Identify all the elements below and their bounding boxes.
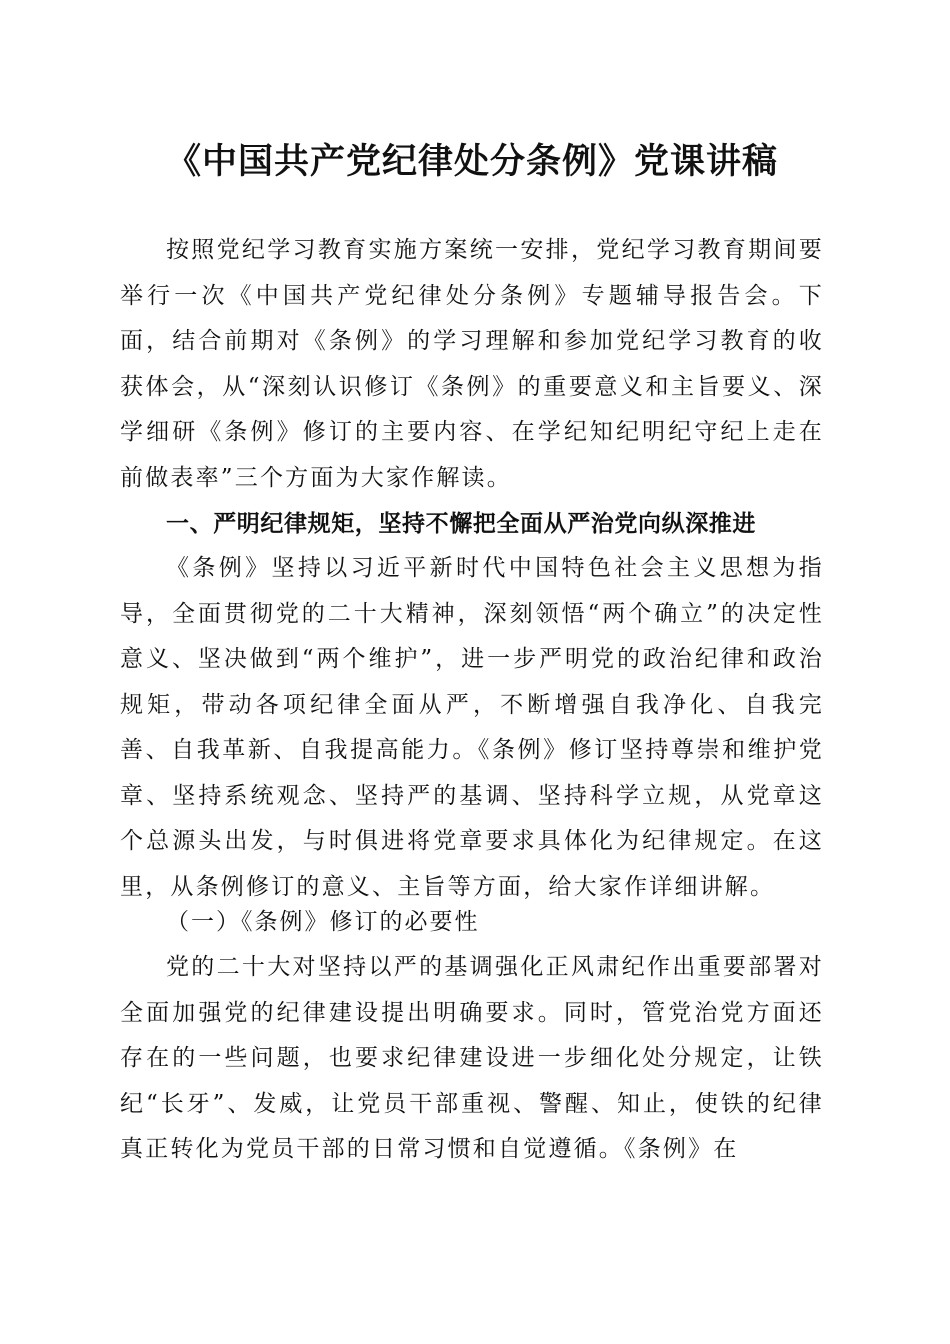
document-title: 《中国共产党纪律处分条例》党课讲稿 — [165, 141, 778, 182]
section-1-heading: 一、严明纪律规矩，坚持不懈把全面从严治党向纵深推进 — [166, 510, 756, 537]
intro-paragraph: 按照党纪学习教育实施方案统一安排，党纪学习教育期间要举行一次《中国共产党纪律处分条例》专题辅导报告会。下面，结合前期对《条例》的学习理解和参加党纪学习教育的收获体会，从“深刻认识修订《条例》的重要意义和主旨要义、深学细研《条例》修订的主要内容、在学纪知纪明纪守纪上走在前做表率”三个方面为大家作解读。 — [120, 237, 824, 491]
section-1-paragraph: 《条例》坚持以习近平新时代中国特色社会主义思想为指导，全面贯彻党的二十大精神，深刻领悟“两个确立”的决定性意义、坚决做到“两个维护”，进一步严明党的政治纪律和政治规矩，带动各项纪律全面从严，不断增强自我净化、自我完善、自我革新、自我提高能力。《条例》修订坚持尊崇和维护党章、坚持系统观念、坚持严的基调、坚持科学立规，从党章这个总源头出发，与时俱进将党章要求具体化为纪律规定。在这里，从条例修订的意义、主旨等方面，给大家作详细讲解。 — [120, 555, 824, 900]
subsection-1-heading: （一）《条例》修订的必要性 — [166, 909, 480, 935]
subsection-1-paragraph: 党的二十大对坚持以严的基调强化正风肃纪作出重要部署对全面加强党的纪律建设提出明确要求。同时，管党治党方面还存在的一些问题，也要求纪律建设进一步细化处分规定，让铁纪“长牙”、发威，让党员干部重视、警醒、知止，使铁的纪律真正转化为党员干部的日常习惯和自觉遵循。《条例》在 — [120, 954, 824, 1162]
